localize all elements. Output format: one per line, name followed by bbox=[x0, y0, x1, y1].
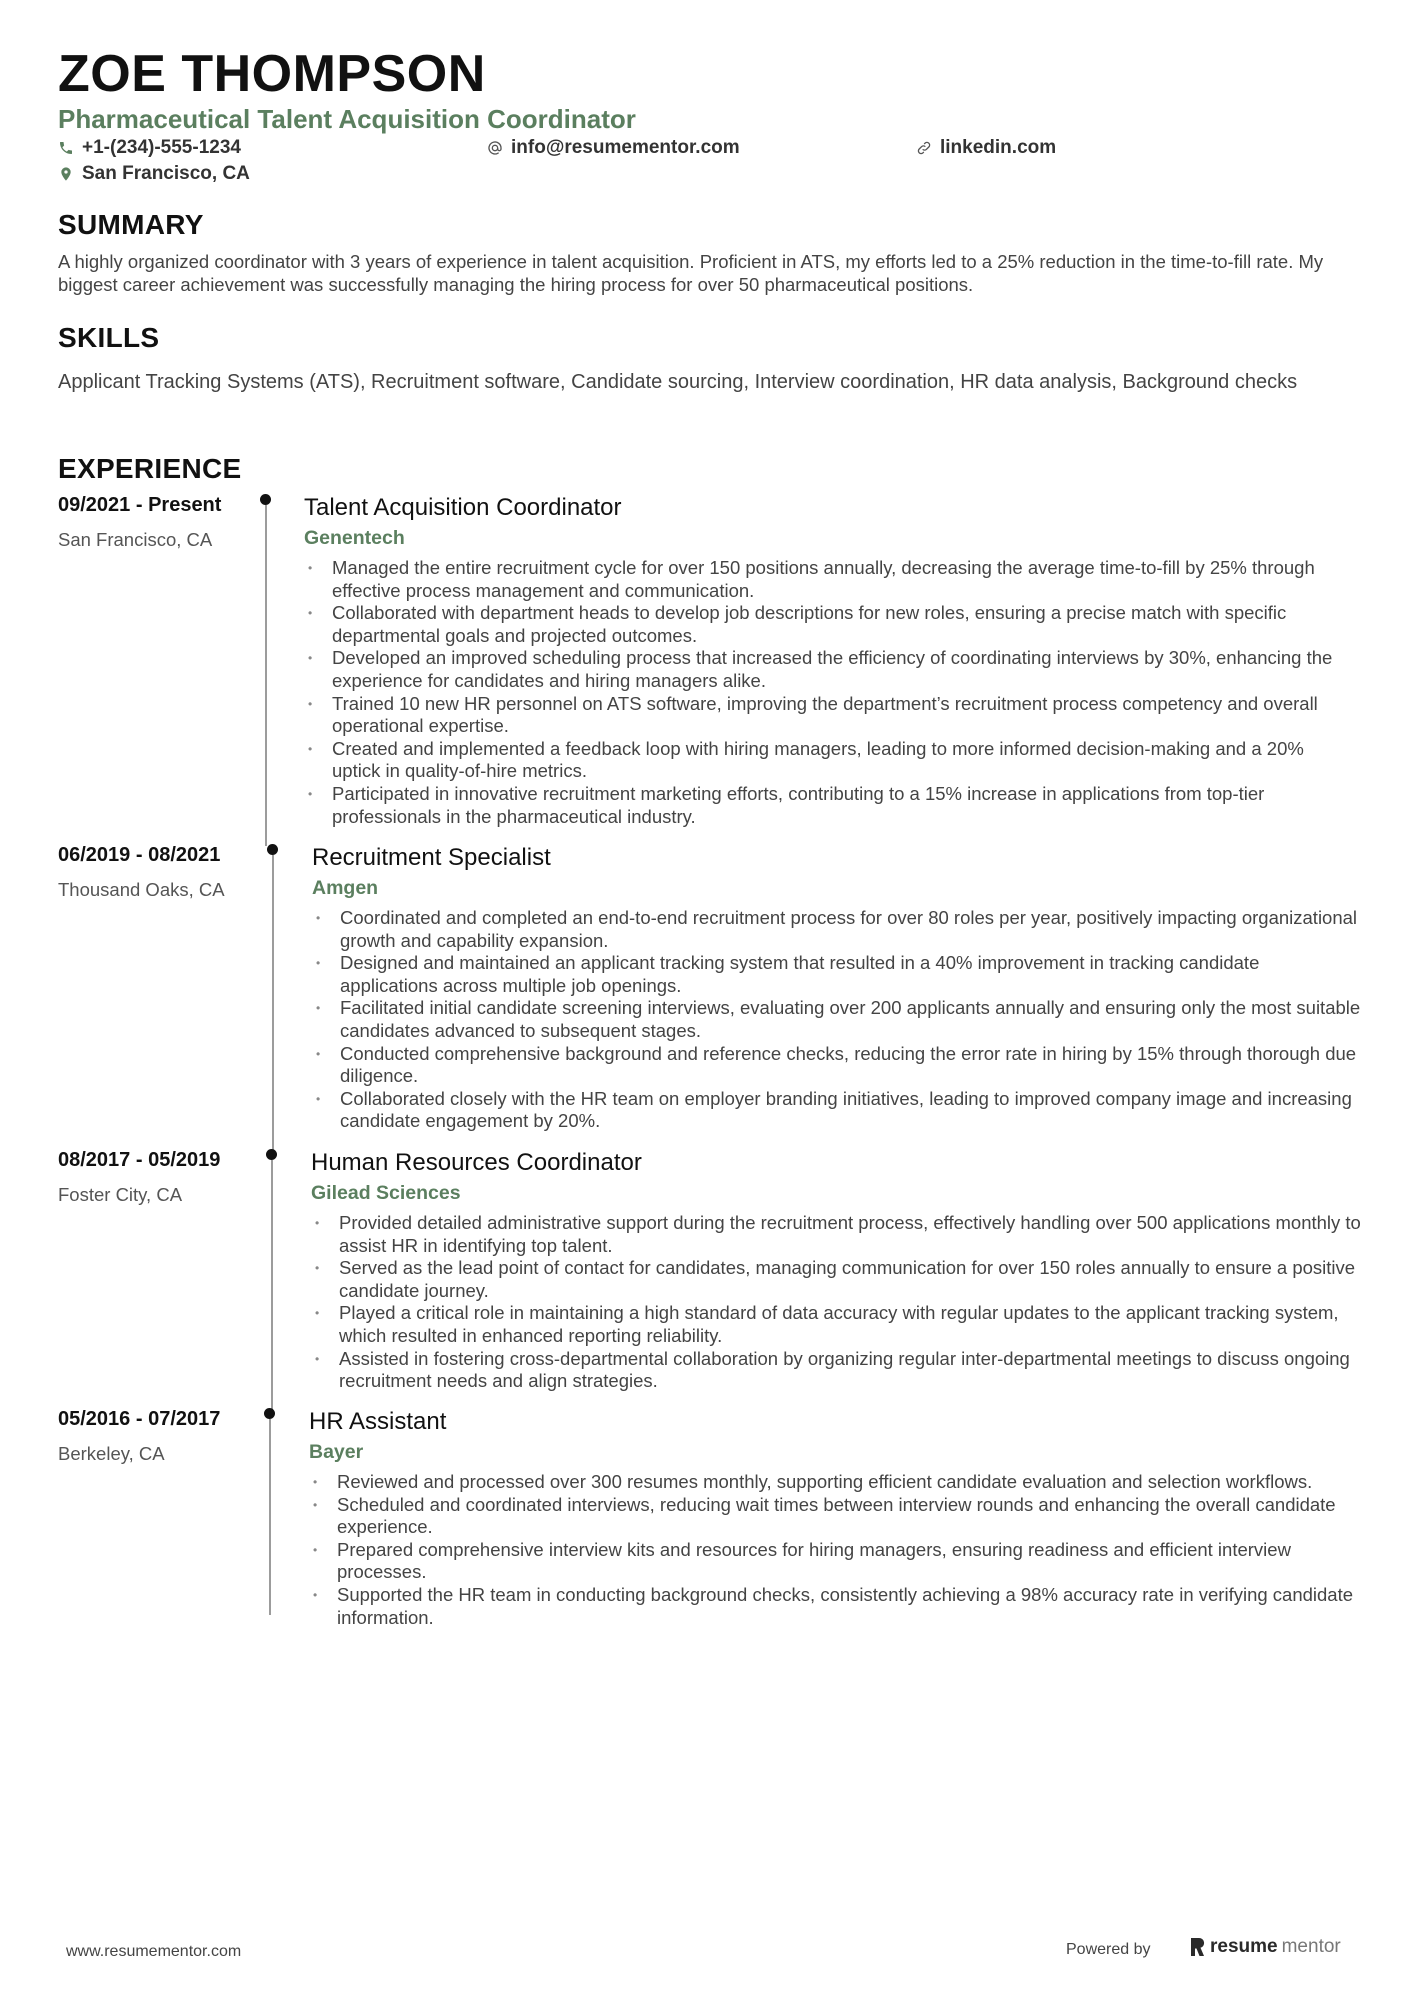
list-item: • Coordinated and completed an end-to-end recruitment process for over 80 roles per year, positively impacting organizational growth and capability expansion. bbox=[312, 907, 1362, 952]
contact-phone[interactable] bbox=[58, 137, 241, 159]
list-item: • Created and implemented a feedback loop with hiring managers, leading to more informed decision-making and a 20% uptick in quality-of-hire metrics. bbox=[304, 738, 1354, 783]
timeline-line bbox=[272, 855, 274, 1150]
contact-location-text: San Francisco, CA bbox=[82, 163, 250, 184]
job-company: Bayer bbox=[309, 1441, 364, 1463]
job-location: Thousand Oaks, CA bbox=[58, 879, 225, 900]
link-icon bbox=[916, 140, 932, 156]
job-role: HR Assistant bbox=[309, 1408, 447, 1435]
list-item: • Provided detailed administrative support during the recruitment process, effectively handling over 500 applications monthly to assist HR in identifying top talent. bbox=[311, 1212, 1361, 1257]
summary-heading: SUMMARY bbox=[58, 209, 204, 240]
job-bullets bbox=[312, 907, 1362, 1133]
contact-email-text: info@resumementor.com bbox=[511, 137, 740, 158]
job-bullets bbox=[309, 1471, 1359, 1629]
timeline-line bbox=[269, 1419, 271, 1615]
experience-heading: EXPERIENCE bbox=[58, 453, 242, 484]
timeline-line bbox=[265, 505, 267, 846]
skills-text: Applicant Tracking Systems (ATS), Recruitment software, Candidate sourcing, Interview coordination, HR data analysis, Background checks bbox=[58, 371, 1298, 393]
job-role: Talent Acquisition Coordinator bbox=[304, 494, 622, 521]
list-item: • Served as the lead point of contact for candidates, managing communication for over 150 roles annually to ensure a positive candidate journey. bbox=[311, 1257, 1361, 1302]
job-company: Amgen bbox=[312, 877, 379, 899]
job-dates: 09/2021 - Present bbox=[58, 494, 222, 516]
job-bullets bbox=[304, 557, 1354, 828]
list-item: • Prepared comprehensive interview kits and resources for hiring managers, ensuring readiness and efficient interview processes. bbox=[309, 1539, 1359, 1584]
job-location: San Francisco, CA bbox=[58, 529, 213, 550]
job-company: Genentech bbox=[304, 527, 405, 549]
skills-heading: SKILLS bbox=[58, 322, 160, 353]
job-dates: 08/2017 - 05/2019 bbox=[58, 1149, 221, 1171]
list-item: • Collaborated closely with the HR team on employer branding initiatives, leading to improved company image and increasing candidate engagement by 20%. bbox=[312, 1088, 1362, 1133]
timeline-line bbox=[271, 1160, 273, 1410]
list-item: • Conducted comprehensive background and reference checks, reducing the error rate in hiring by 15% through thorough due diligence. bbox=[312, 1043, 1362, 1088]
list-item: • Reviewed and processed over 300 resumes monthly, supporting efficient candidate evaluation and selection workflows. bbox=[309, 1471, 1359, 1494]
resumementor-logo-icon bbox=[1188, 1936, 1206, 1958]
footer-brand-logo[interactable] bbox=[1188, 1936, 1341, 1958]
list-item: • Assisted in fostering cross-departmental collaboration by organizing regular inter-departmental meetings to discuss ongoing recruitment needs and align strategies. bbox=[311, 1348, 1361, 1393]
footer-brand-light: mentor bbox=[1281, 1936, 1341, 1957]
list-item: • Played a critical role in maintaining a high standard of data accuracy with regular updates to the applicant tracking system, which resulted in enhanced reporting reliability. bbox=[311, 1302, 1361, 1347]
timeline-dot bbox=[260, 494, 271, 505]
contact-linkedin-text: linkedin.com bbox=[940, 137, 1057, 158]
list-item: • Developed an improved scheduling process that increased the efficiency of coordinating interviews by 30%, enhancing the experience for candidates and hiring managers alike. bbox=[304, 647, 1354, 692]
contact-email[interactable] bbox=[487, 137, 740, 159]
list-item: • Supported the HR team in conducting background checks, consistently achieving a 98% accuracy rate in verifying candidate information. bbox=[309, 1584, 1359, 1629]
timeline-dot bbox=[267, 844, 278, 855]
job-dates: 05/2016 - 07/2017 bbox=[58, 1408, 221, 1430]
list-item: • Collaborated with department heads to develop job descriptions for new roles, ensuring a precise match with specific departmental goals and projected outcomes. bbox=[304, 602, 1354, 647]
list-item: • Scheduled and coordinated interviews, reducing wait times between interview rounds and enhancing the overall candidate experience. bbox=[309, 1494, 1359, 1539]
contact-phone-text: +1-(234)-555-1234 bbox=[82, 137, 241, 158]
timeline-dot bbox=[264, 1408, 275, 1419]
list-item: • Participated in innovative recruitment marketing efforts, contributing to a 15% increase in applications from top-tier professionals in the pharmaceutical industry. bbox=[304, 783, 1354, 828]
phone-icon bbox=[58, 140, 74, 156]
list-item: • Facilitated initial candidate screening interviews, evaluating over 200 applicants annually and ensuring only the most suitable candidates advanced to subsequent stages. bbox=[312, 997, 1362, 1042]
list-item: • Managed the entire recruitment cycle for over 150 positions annually, decreasing the average time-to-fill by 25% through effective process management and communication. bbox=[304, 557, 1354, 602]
contact-linkedin[interactable] bbox=[916, 137, 1056, 159]
contact-location bbox=[58, 163, 250, 185]
footer-website-link[interactable]: www.resumementor.com bbox=[66, 1943, 242, 1960]
job-dates: 06/2019 - 08/2021 bbox=[58, 844, 221, 866]
candidate-name: ZOE THOMPSON bbox=[58, 45, 486, 103]
job-bullets bbox=[311, 1212, 1361, 1393]
footer-powered-by: Powered by bbox=[1066, 1941, 1151, 1958]
job-role: Human Resources Coordinator bbox=[311, 1149, 642, 1176]
job-role: Recruitment Specialist bbox=[312, 844, 551, 871]
list-item: • Trained 10 new HR personnel on ATS software, improving the department’s recruitment process competency and overall operational expertise. bbox=[304, 693, 1354, 738]
at-icon bbox=[487, 140, 503, 156]
candidate-title: Pharmaceutical Talent Acquisition Coordinator bbox=[58, 104, 636, 134]
list-item: • Designed and maintained an applicant tracking system that resulted in a 40% improvement in tracking candidate applications across multiple job openings. bbox=[312, 952, 1362, 997]
footer-brand-bold: resume bbox=[1210, 1936, 1278, 1957]
summary-text: A highly organized coordinator with 3 years of experience in talent acquisition. Proficient in ATS, my efforts led to a 25% reduction in the time-to-fill rate. My biggest career achievement was successfully managing the hiring process for over 50 pharmaceutical positions. bbox=[58, 251, 1324, 295]
timeline-dot bbox=[266, 1149, 277, 1160]
job-location: Berkeley, CA bbox=[58, 1443, 165, 1464]
job-location: Foster City, CA bbox=[58, 1184, 183, 1205]
location-pin-icon bbox=[58, 166, 74, 182]
job-company: Gilead Sciences bbox=[311, 1182, 461, 1204]
